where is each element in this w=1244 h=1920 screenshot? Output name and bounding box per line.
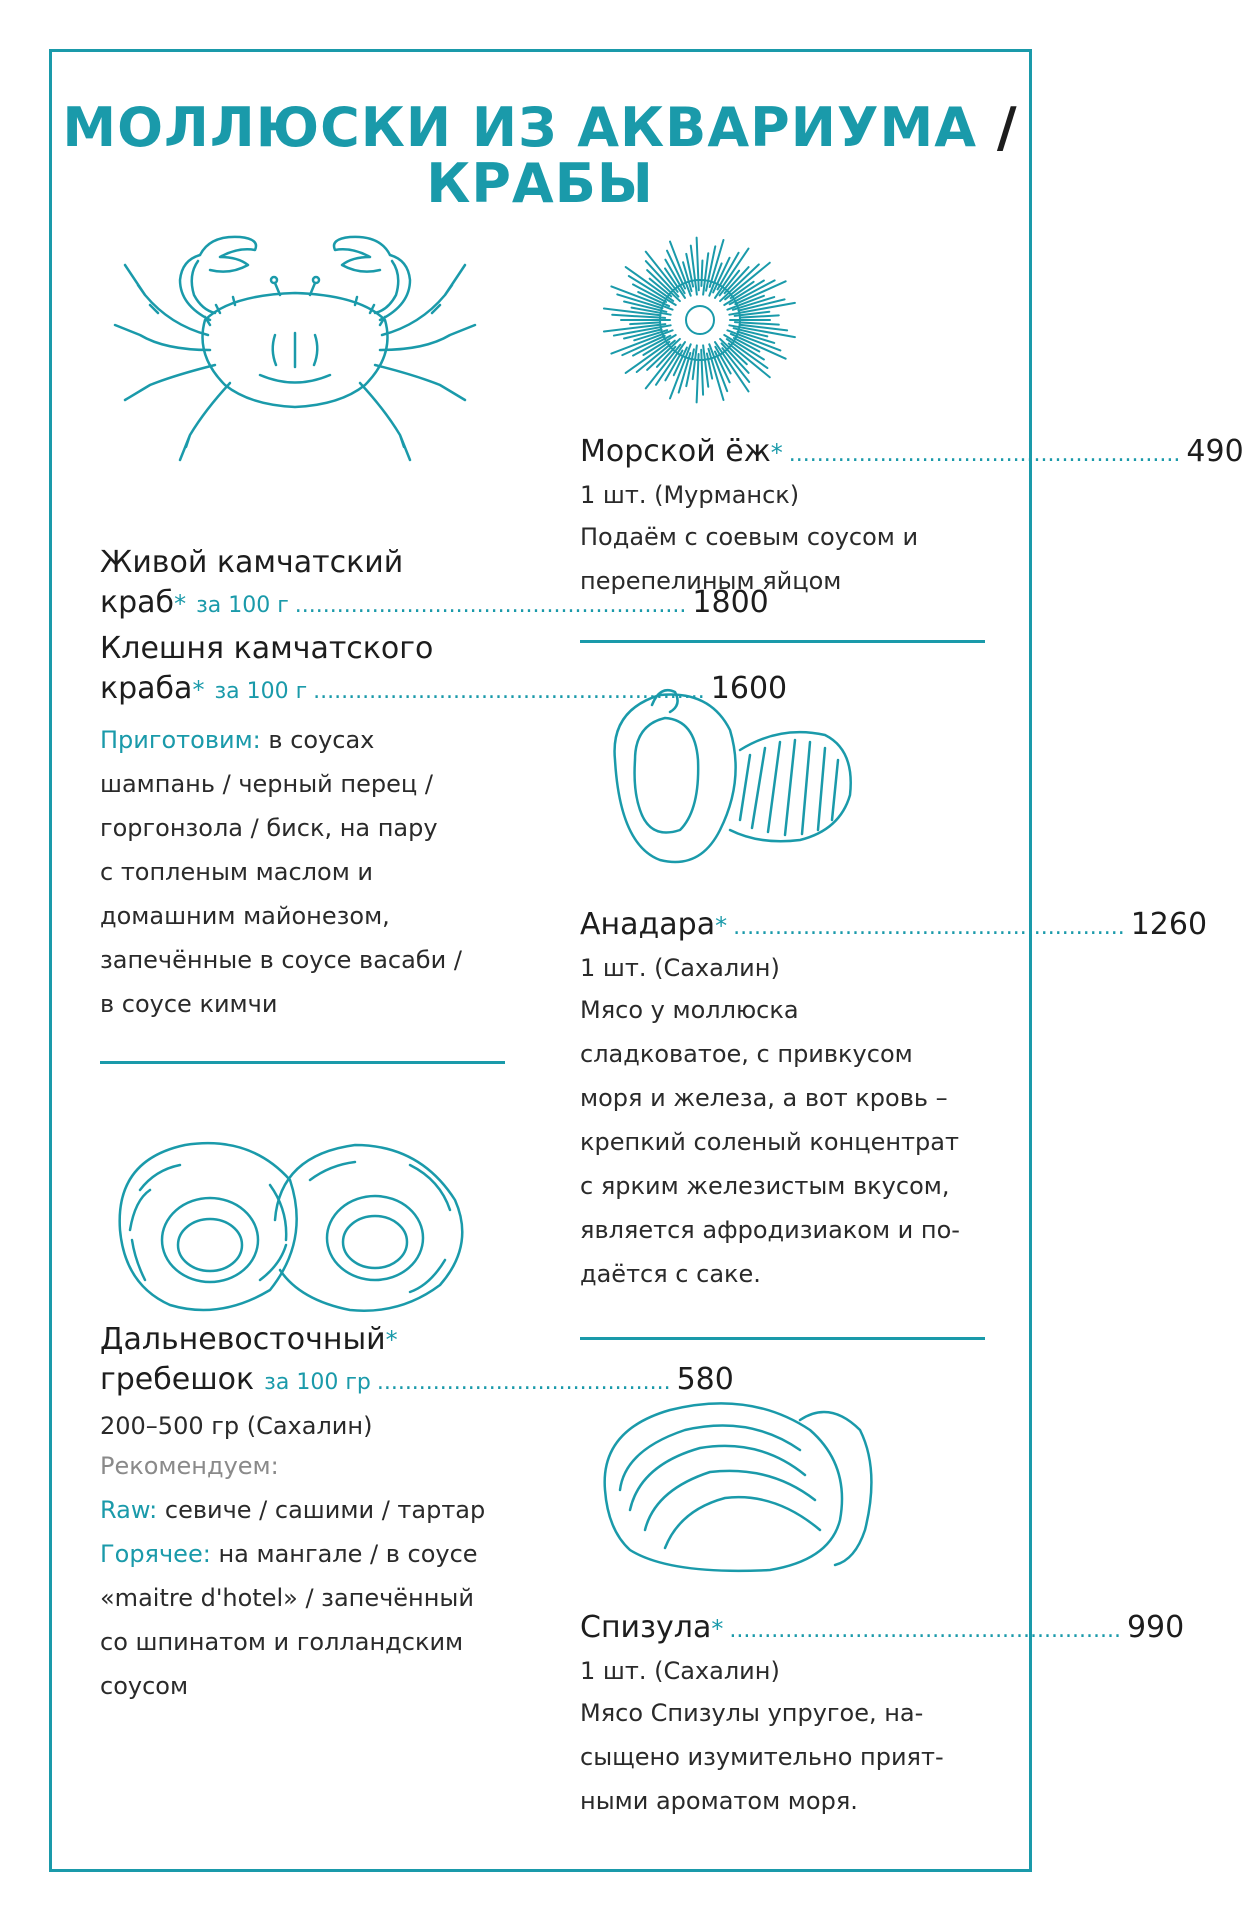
anadara-leader-dots: ........................................................ (733, 915, 1125, 940)
scallop-hot-label: Горячее: (100, 1540, 211, 1568)
spisula-price: 990 (1126, 1610, 1185, 1645)
crab-claw-name-line2: краба (100, 671, 193, 706)
scallop-name-line2: гребешок (100, 1362, 255, 1397)
title-part1: МОЛЛЮСКИ ИЗ АКВАРИУМА (62, 96, 978, 159)
anadara-weight: 1 шт. (Сахалин) (580, 954, 780, 982)
scallop-price: 580 (676, 1362, 734, 1397)
crab-prepare-label: Приготовим: (100, 726, 261, 754)
scallop-star: * (385, 1326, 398, 1354)
scallop-hot-line2: «maitre d'hotel» / запечённый (100, 1584, 474, 1612)
crab-claw-unit: за 100 г (214, 679, 308, 704)
scallop-raw-text: севиче / сашими / тартар (164, 1496, 486, 1524)
anadara-desc1: Мясо у моллюска (580, 996, 799, 1024)
crab-icon (110, 225, 480, 495)
scallop-hot-line1: на мангале / в соусе (218, 1540, 478, 1568)
scallop-leader-dots: .......................................... (376, 1370, 671, 1395)
anadara-desc4: крепкий соленый концентрат (580, 1128, 959, 1156)
spisula-desc1: Мясо Спизулы упругое, на- (580, 1699, 924, 1727)
crab-claw-price: 1600 (710, 671, 788, 706)
crab-prepare-line5: домашним майонезом, (100, 902, 390, 930)
live-crab-name-line2: краб (100, 585, 175, 620)
item-anadara (580, 905, 1208, 1296)
divider-right-1 (580, 640, 985, 643)
crab-prepare-text (100, 718, 510, 1026)
scallop-raw-label: Raw: (100, 1496, 158, 1524)
crab-claw-star: * (192, 676, 205, 704)
spisula-star: * (711, 1615, 724, 1643)
live-crab-unit: за 100 г (196, 593, 289, 618)
crab-prepare-line1: в соусах (268, 726, 375, 754)
page-title (60, 96, 1020, 215)
divider-left (100, 1061, 505, 1064)
spisula-clam-icon (590, 1380, 880, 1580)
crab-prepare-line3: горгонзола / биск, на пару (100, 814, 438, 842)
scallop-name-line1: Дальневосточный (100, 1322, 386, 1357)
urchin-leader-dots: ........................................................ (788, 442, 1181, 467)
title-slash: / (996, 96, 1018, 159)
urchin-weight: 1 шт. (Мурманск) (580, 481, 800, 509)
anadara-desc3: моря и железа, а вот кровь – (580, 1084, 948, 1112)
anadara-desc5: с ярким железистым вкусом, (580, 1172, 950, 1200)
live-crab-leader-dots: ........................................................ (294, 593, 687, 618)
sea-urchin-icon (590, 225, 810, 415)
anadara-desc7: даётся с саке. (580, 1260, 761, 1288)
crab-claw-name-line1: Клешня камчатского (100, 631, 434, 666)
spisula-name: Спизула (580, 1610, 712, 1645)
crab-prepare-line4: с топленым маслом и (100, 858, 374, 886)
crab-claw-leader-dots: ........................................................ (313, 679, 705, 704)
scallop-weight: 200–500 гр (Сахалин) (100, 1412, 373, 1440)
urchin-price: 490 (1186, 434, 1244, 469)
spisula-leader-dots: ........................................................ (729, 1618, 1121, 1643)
urchin-desc2: перепелиным яйцом (580, 567, 842, 595)
anadara-star: * (715, 912, 728, 940)
crab-prepare-line6: запечённые в соусе васаби / (100, 946, 462, 974)
title-part2: КРАБЫ (426, 152, 654, 215)
scallop-icon (110, 1120, 480, 1320)
anadara-desc6: является афродизиаком и по- (580, 1216, 960, 1244)
scallop-hot-line4: соусом (100, 1672, 189, 1700)
scallop-recommend: Рекомендуем: (100, 1452, 279, 1480)
scallop-unit: за 100 гр (264, 1370, 371, 1395)
crab-prepare-line7: в соусе кимчи (100, 990, 278, 1018)
item-sea-urchin (580, 432, 1244, 603)
urchin-name: Морской ёж (580, 434, 771, 469)
spisula-desc2: сыщено изумительно прият- (580, 1743, 944, 1771)
live-crab-name-line1: Живой камчатский (100, 545, 404, 580)
live-crab-star: * (174, 590, 187, 618)
anadara-name: Анадара (580, 907, 716, 942)
scallop-details (100, 1408, 510, 1708)
anadara-price: 1260 (1130, 907, 1208, 942)
spisula-desc3: ными ароматом моря. (580, 1787, 858, 1815)
item-crab-claw (100, 629, 788, 712)
urchin-desc1: Подаём с соевым соусом и (580, 523, 919, 551)
divider-right-2 (580, 1337, 985, 1340)
spisula-weight: 1 шт. (Сахалин) (580, 1657, 780, 1685)
urchin-star: * (770, 439, 783, 467)
item-spisula (580, 1608, 1185, 1823)
scallop-hot-line3: со шпинатом и голландским (100, 1628, 464, 1656)
crab-prepare-line2: шампань / черный перец / (100, 770, 433, 798)
anadara-desc2: сладковатое, с привкусом (580, 1040, 913, 1068)
live-crab-price: 1800 (692, 585, 769, 620)
item-scallop (100, 1320, 734, 1403)
